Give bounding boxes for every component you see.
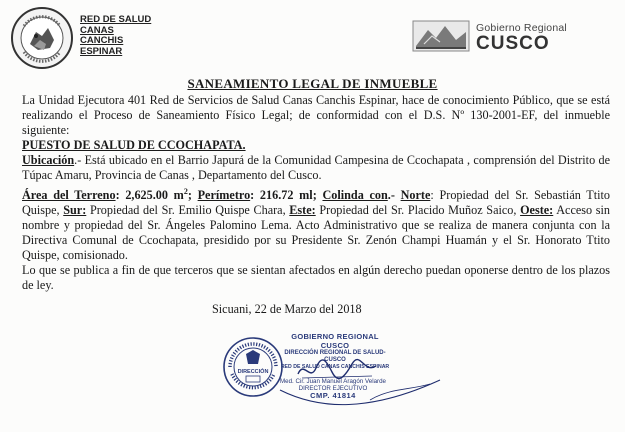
location-text: .- Está ubicado en el Barrio Japurá de la Comunidad Campesina de Ccochapata , comprensión del Distrito de Túpac Amaru, Provincia de Canas , Departamento del Cusco.: [22, 153, 610, 183]
area-label: Área del Terreno: [22, 187, 116, 202]
area-superscript: 2: [183, 186, 188, 196]
org-line-3: CANCHIS: [80, 35, 124, 46]
gobierno-regional-logo: [412, 20, 592, 52]
perimeter-label: Perímetro: [197, 187, 251, 202]
signature-flourish-icon: [250, 360, 450, 420]
perimeter-label-prefix: ;: [187, 187, 198, 202]
perimeter-value: : 216.72 ml: [250, 187, 313, 202]
region-line-1: Gobierno Regional: [476, 22, 567, 34]
stamp-line-2: DIRECCIÓN REGIONAL DE SALUD-CUSCO: [284, 350, 386, 363]
east-label: Este:: [289, 202, 316, 217]
director-name: Med. Cir. Juan Manuel Aragón Velarde: [280, 378, 386, 385]
org-line-4: ESPINAR: [80, 45, 123, 57]
bounds-label: Colinda con: [322, 187, 388, 202]
intro-paragraph: La Unidad Ejecutora 401 Red de Servicios de Salud Canas Canchis Espinar, hace de conocimiento Público, que se está realizando el Proceso de Saneamiento Físico Legal; de conformidad con el D.S. Nº 130-2001-EF, del inmueble siguiente:: [22, 93, 610, 138]
document-date: Sicuani, 22 de Marzo del 2018: [212, 302, 362, 316]
east-text: Propiedad del Sr. Placido Muñoz Saico,: [315, 202, 521, 217]
stamp-line-1: GOBIERNO REGIONAL CUSCO: [291, 332, 379, 350]
bounds-dash: .-: [387, 187, 395, 202]
property-name: PUESTO DE SALUD DE CCOCHAPATA.: [22, 138, 246, 153]
boundaries-paragraph: [22, 184, 610, 264]
seal-center-text: DIRECCIÓN: [237, 369, 269, 375]
location-label: Ubicación: [22, 153, 75, 168]
org-name: [80, 15, 151, 57]
south-text: Propiedad del Sr. Emilio Quispe Chara,: [86, 202, 290, 217]
red-de-salud-logo-icon: [10, 6, 74, 70]
north-text: : Propiedad del Sr. Sebastián Ttito Quispe,: [22, 187, 610, 217]
org-line-1: RED DE SALUD: [80, 14, 152, 25]
document-title: SANEAMIENTO LEGAL DE INMUEBLE: [187, 76, 438, 91]
area-value: : 2,625.00 m: [115, 187, 184, 202]
stamp-line-3: RED DE SALUD CANAS CANCHIS ESPINAR: [280, 364, 390, 370]
bounds-prefix: ;: [312, 187, 323, 202]
west-label: Oeste:: [520, 202, 554, 217]
director-cmp: CMP. 41814: [310, 391, 356, 400]
region-line-2: CUSCO: [476, 33, 550, 54]
director-role: DIRECTOR EJECUTIVO: [298, 385, 368, 392]
closing-paragraph: Lo que se publica a fin de que terceros que se sientan afectados en algún derecho puedan oponerse dentro de los plazos de ley.: [22, 263, 610, 293]
mountain-emblem-icon: [412, 20, 470, 52]
document-body: [22, 93, 610, 293]
north-label: Norte: [400, 187, 431, 202]
org-line-2: CANAS: [80, 24, 114, 36]
location-paragraph: [22, 153, 610, 183]
south-label: Sur:: [63, 202, 87, 217]
west-text: Acceso sin nombre y propiedad del Sr. Ángeles Palomino Lema. Acto Administrativo que se realiza de manera conjunta con la Directiva Comunal de Ccochapata, presidido por su Presidente Sr. Zenón Champi Huamán y el Sr. Honorato Ttito Quispe, comisionado.: [22, 202, 610, 262]
